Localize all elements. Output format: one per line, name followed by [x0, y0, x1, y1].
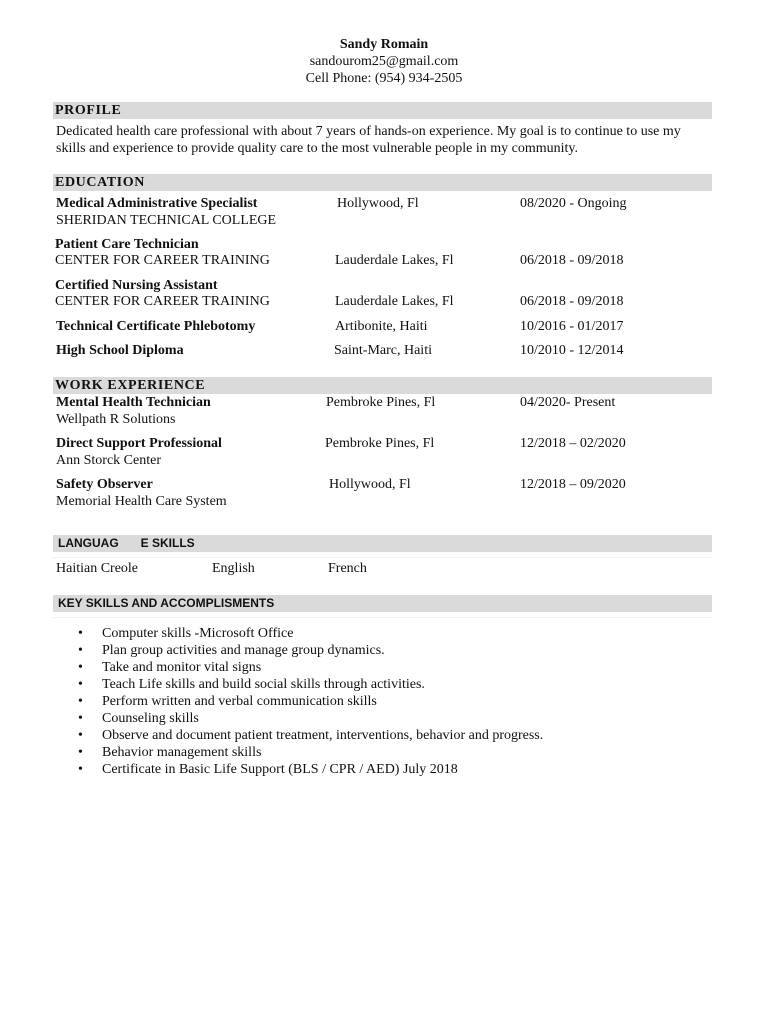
- skill-item: • Observe and document patient treatment, interventions, behavior and progress.: [78, 727, 543, 744]
- education-heading: EDUCATION: [53, 174, 712, 191]
- employer-name: Ann Storck Center: [56, 453, 161, 468]
- education-dates: 10/2010 - 12/2014: [520, 343, 624, 358]
- job-title: Direct Support Professional: [56, 436, 222, 451]
- job-location: Hollywood, Fl: [329, 477, 411, 492]
- skill-item: • Computer skills -Microsoft Office: [78, 625, 543, 642]
- language-heading-part1: LANGUAG: [58, 536, 119, 550]
- profile-summary: Dedicated health care professional with about 7 years of hands-on experience. My goal is to continue to use my skills and experience to provide quality care to the most vulnerable people in my community.: [56, 124, 681, 156]
- skill-item: • Plan group activities and manage group dynamics.: [78, 642, 543, 659]
- employer-name: Wellpath R Solutions: [56, 412, 176, 427]
- language-item: English: [212, 561, 255, 576]
- skill-item: • Behavior management skills: [78, 744, 543, 761]
- education-location: Lauderdale Lakes, Fl: [335, 294, 454, 309]
- education-location: Saint-Marc, Haiti: [334, 343, 432, 358]
- job-location: Pembroke Pines, Fl: [326, 395, 436, 410]
- email-address: sandourom25@gmail.com: [309, 54, 459, 69]
- profile-heading: PROFILE: [53, 102, 712, 119]
- contact-header: [0, 36, 768, 87]
- key-skills-list: [78, 625, 543, 778]
- education-school: CENTER FOR CAREER TRAINING: [55, 253, 270, 268]
- education-location: Lauderdale Lakes, Fl: [335, 253, 454, 268]
- candidate-name: Sandy Romain: [339, 37, 429, 52]
- skill-item: • Perform written and verbal communication skills: [78, 693, 543, 710]
- skill-item: • Take and monitor vital signs: [78, 659, 543, 676]
- work-experience-heading: WORK EXPERIENCE: [53, 377, 712, 394]
- education-location: Hollywood, Fl: [337, 196, 419, 211]
- cell-phone: Cell Phone: (954) 934-2505: [305, 71, 463, 86]
- education-location: Artibonite, Haiti: [335, 319, 428, 334]
- skill-item: • Certificate in Basic Life Support (BLS / CPR / AED) July 2018: [78, 761, 543, 778]
- job-dates: 04/2020- Present: [520, 395, 616, 410]
- job-location: Pembroke Pines, Fl: [325, 436, 435, 451]
- language-heading-part2: E SKILLS: [140, 536, 195, 550]
- skill-item: • Teach Life skills and build social skills through activities.: [78, 676, 543, 693]
- education-title: High School Diploma: [56, 343, 184, 358]
- education-dates: 10/2016 - 01/2017: [520, 319, 624, 334]
- key-skills-heading: KEY SKILLS AND ACCOMPLISMENTS: [53, 595, 712, 612]
- language-item: Haitian Creole: [56, 561, 139, 576]
- education-dates: 08/2020 - Ongoing: [520, 196, 627, 211]
- employer-name: Memorial Health Care System: [56, 494, 227, 509]
- education-title: Technical Certificate Phlebotomy: [56, 319, 256, 334]
- education-dates: 06/2018 - 09/2018: [520, 253, 624, 268]
- education-school: SHERIDAN TECHNICAL COLLEGE: [56, 213, 277, 228]
- education-dates: 06/2018 - 09/2018: [520, 294, 624, 309]
- job-dates: 12/2018 – 09/2020: [520, 477, 626, 492]
- education-title: Certified Nursing Assistant: [55, 278, 218, 293]
- job-dates: 12/2018 – 02/2020: [520, 436, 626, 451]
- job-title: Mental Health Technician: [56, 395, 211, 410]
- education-title: Medical Administrative Specialist: [56, 196, 258, 211]
- education-title: Patient Care Technician: [55, 237, 199, 252]
- education-school: CENTER FOR CAREER TRAINING: [55, 294, 270, 309]
- section-divider: [53, 617, 712, 618]
- language-skills-heading: [53, 535, 712, 552]
- language-item: French: [328, 561, 367, 576]
- job-title: Safety Observer: [56, 477, 153, 492]
- section-divider: [53, 557, 712, 558]
- skill-item: • Counseling skills: [78, 710, 543, 727]
